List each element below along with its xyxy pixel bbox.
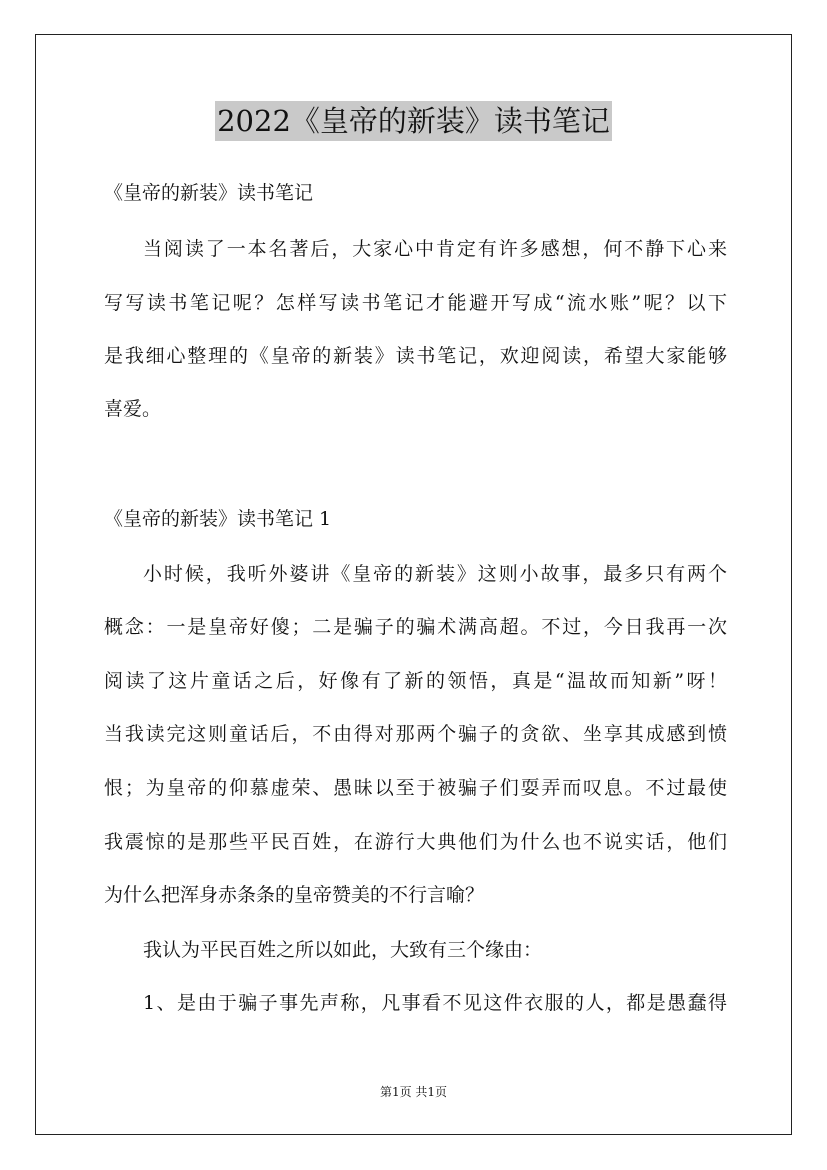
intro-line-2: 写写读书笔记呢？怎样写读书笔记才能避开写成“流水账”呢？以下 bbox=[104, 292, 727, 314]
paragraph1-line-1: 小时候，我听外婆讲《皇帝的新装》这则小故事，最多只有两个 bbox=[143, 563, 727, 585]
paragraph3-line: 1、是由于骗子事先声称，凡事看不见这件衣服的人，都是愚蠢得 bbox=[143, 992, 727, 1014]
paragraph1-line-3: 阅读了这片童话之后，好像有了新的领悟，真是“温故而知新”呀！ bbox=[104, 670, 727, 692]
intro-line-3: 是我细心整理的《皇帝的新装》读书笔记，欢迎阅读，希望大家能够 bbox=[104, 345, 727, 367]
intro-line-4: 喜爱。 bbox=[104, 398, 162, 420]
paragraph1-line-7: 为什么把浑身赤条条的皇帝赞美的不行言喻？ bbox=[104, 884, 485, 906]
page-footer: 第1页 共1页 bbox=[379, 1085, 448, 1099]
section-heading: 《皇帝的新装》读书笔记 1 bbox=[104, 508, 332, 530]
paragraph1-line-6: 我震惊的是那些平民百姓，在游行大典他们为什么也不说实话，他们 bbox=[104, 831, 727, 853]
paragraph1-line-4: 当我读完这则童话后，不由得对那两个骗子的贪欲、坐享其成感到愤 bbox=[104, 723, 727, 745]
document-title: 2022《皇帝的新装》读书笔记 bbox=[215, 101, 612, 141]
document-subtitle: 《皇帝的新装》读书笔记 bbox=[104, 182, 314, 204]
paragraph1-line-2: 概念：一是皇帝好傻；二是骗子的骗术满高超。不过，今日我再一次 bbox=[104, 616, 727, 638]
paragraph2-line: 我认为平民百姓之所以如此，大致有三个缘由： bbox=[143, 939, 543, 961]
intro-line-1: 当阅读了一本名著后，大家心中肯定有许多感想，何不静下心来 bbox=[143, 238, 727, 260]
title-container bbox=[0, 101, 827, 141]
paragraph1-line-5: 恨；为皇帝的仰慕虚荣、愚昧以至于被骗子们耍弄而叹息。不过最使 bbox=[104, 777, 727, 799]
